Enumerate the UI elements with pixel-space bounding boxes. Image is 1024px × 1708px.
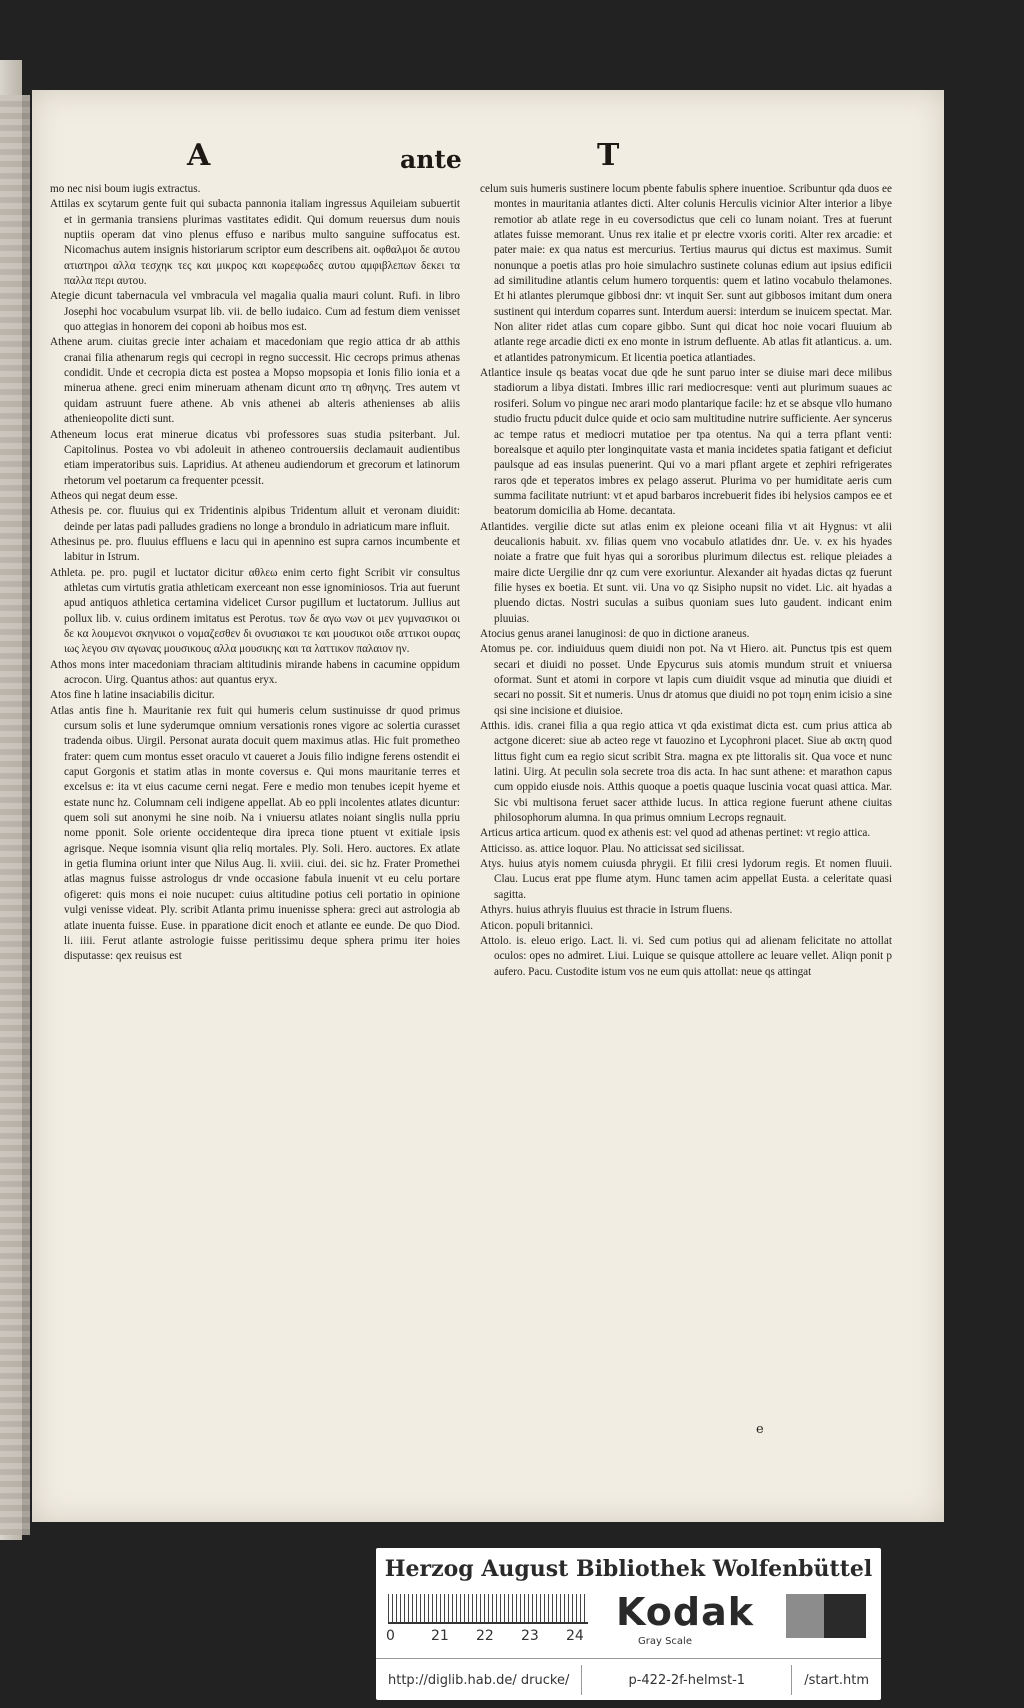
entry: Atocius genus aranei lanuginosi: de quo in dictione araneus. [480,627,750,640]
kodak-logo: Kodak [616,1590,754,1634]
entry: Articus artica articum. quod ex athenis est: vel quod ad athenas pertinet: vt regio attica. [480,827,871,840]
entry: Athesinus pe. pro. fluuius effluens e lacu qui in apennino est supra carnos incumbente et labitur in Istrum. [50,535,460,564]
entry: Atthis. idis. cranei filia a qua regio attica vt qda existimat dicta est. cum prius attica ab actgone diceret: siue ab acteo rege vt fauozino et Lycophroni placet. Siue ab ακτη quod littus fight cum ea regio sicut scribit Stra. magna ex pte littoralis sit. Qua voce et nunc latini. Uirg. At peculin sola secrete troa dis acta. In hac sunt athene: et marathon capus cum oppido eiusde nois. Atthis quoque a poetis quaque luscinia vocat quasi attica. Mar. Sic vbi multisona feruet sacer atthide lucus. In attica regione fuerunt athene ciuitas philosophorum alumna. In qua primus omnium Lecrops regnauit. [480,720,892,825]
ruler-number: 22 [476,1628,494,1644]
entry: Atos fine h latine insaciabilis dicitur. [50,689,215,702]
entry: Atlas antis fine h. Mauritanie rex fuit qui humeris celum sustinuisse dr quod primus cursum solis et lune syderumque omnium versationis rones vigore ac solertia curasset tradenda oibus. Uirgil. Personat aurata docuit quem maximus atlas. Hic fuit prometheo frater: quem cum montus esset oraculo vt caueret a Jouis filio indigne ferens ostendit ei caput Gorgonis et statim atlas in monte coversus e. Qui mons mauritanie terres et excelsus e: ita vt eius cacume cerni negat. Fere e medio mon tenubes icepit hyeme et estate nunc hz. Columnam celi indigene appellat. Ab eo ppli incolentes atlates dicuntur: quem soli sut anonymi he sine noib. Na i vniuersu atlates noiant singlis nulla ppriu nome pponit. Sole oriente occidenteque dira ipreca tione ptuent vt exitiale ipsis agrisque. Neque isomnia visunt qlia reliq mortales. Ply. Soli. Hero. auctores. Ex atlate in getia flumina oriunt inter que Nilus Aug. li. xviii. ciui. dei. sic hz. Frater Promethei atlas magnus fuisse astrologus dr vnde occasione fabula inuenit vt eu celu portare ofigeret: quis mons ei noie nucupet: cuius altitudine potius celi portatio in opinione vulgi venisse videat. Ply. scribit Atlanta primu inuenisse sphera: greci aut astrologia ab atlate inuenta fuisse. Euse. in pparatione dicit enoch et atlante ee eunde. De quo Diod. li. iiii. Ferut atlante astrologie fuisse peritissimu deque sphera primu iter hoies disputasse: qex reuisus est [50,704,460,963]
document-id: p-422-2f-helmst-1 [628,1672,746,1688]
scanned-page [32,90,944,1522]
entry: Athesis pe. cor. fluuius qui ex Tridentinis alpibus Tridentum alluit et veronam diuidit: deinde per latas padi palludes gradiens no longe a brondulo in adriaticum mare influit. [50,505,460,533]
start-link[interactable]: /start.htm [804,1672,869,1688]
source-url[interactable]: http://diglib.hab.de/ drucke/ [388,1672,570,1688]
ruler-number: 0 [386,1628,395,1644]
entry: Athos mons inter macedoniam thraciam altitudinis mirande habens in cacumine oppidum acrocon. Uirg. Quantus athos: aut quantus eryx. [50,658,460,686]
library-name: Herzog August Bibliothek Wolfenbüttel [384,1556,873,1582]
entry: Aticon. populi britannici. [480,919,594,932]
library-color-card [376,1548,881,1700]
entry: Atomus pe. cor. indiuiduus quem diuidi non pot. Na vt Hiero. ait. Punctus tpis est quem secari et diuidi no posset. Unde Epycurus suis atomis mundum struit et vniuersa oformat. Sunt et atomi in corpore vt lapis cum diuidit vsque ad minutia que diuidi et secari no possit. Sit et numeris. Unus dr atomus que diuidi no pot τομη enim icisio a sine qsi sine incisione et diuisioe. [480,643,892,717]
ruler-number: 23 [521,1628,539,1644]
entry: Atlantice insule qs beatas vocat due qde he sunt paruo inter se diuise mari dece milibus stadiorum a libya distati. Imbres illic rari mediocresque: venti aut plurimum suaues ac rosiferi. Solum vo pingue nec arari modo plantarique facile: hz et se absque vllo humano studio fructu pducit dulce quide et ocio sam multitudine nutrire sufficiente. Aer syncerus ac tempe ratus et mediocri mutatioe per tpa otentus. Na qui a terra pflant venti: borealsque et aquilo pter longinquitate vasta et mania incidetes spatia fatigant et deficiut paulsque ad eas insulas puenerint. Qui vo a mari pflant argete et zephiri refrigerates raros qde et teperatos imbres ex pelago asserut. Plurima vo per humiditate aeris cum summa facilitate nutriunt: vt et apud barbaros increbuerit fides ibi helysios campos ee et beatorum domicilia ab Home. decantata. [480,367,892,518]
entry: Athene arum. ciuitas grecie inter achaiam et macedoniam que regio attica dr ab atthis cranai filia athenarum regis qui cecropi in regno successit. Hic cecrops primus athenas condidit. Unde et cecropia dicta est postea a Mopso mopsopia et Ionis filio ionia et a minerua athene. greci enim mineruam athenam dicunt απο τη αθηνης. Tres autem vt quidam astruunt fuere athene. Ab vnis athenei ab alteris athenienses ab aliis athenieopolite dicti sunt. [50,336,460,426]
entry: Atticisso. as. attice loquor. Plau. No atticissat sed sicilissat. [480,842,745,855]
text-column-left [50,182,460,1362]
signature-mark: e [756,1422,764,1437]
page-header-title: ante [400,145,462,174]
black-swatch [824,1594,866,1638]
page-header-right-letter: T [597,138,620,173]
ruler-number: 24 [566,1628,584,1644]
adjacent-page-margin [0,95,30,1535]
entry: Athleta. pe. pro. pugil et luctator dicitur αθλεω enim certo fight Scribit vir consultus athletas cum virtutis gratia athleticam exerceant non esse ignominiosos. Tria aut fuerunt apud antiquos athletica certamina videlicet Cursor pugillum et luctatorum. Jullius aut pollux lib. v. cuius ordinem imitatus est Perotus. των δε αγω νων οι μεν γυμνασικοι οι δε κα λουμενοι σκηνικοι ο νομαζεσθεν δι ονυσιακοι τε και μουσικοι οιδε αττικοι ουρας ιως λεγου σιν αγωνας μουσικους αλλα μουσικης και τα λαττικον παλαιον ην. [50,566,460,656]
entry: mo nec nisi boum iugis extractus. [50,183,201,195]
entry: Atlantides. vergilie dicte sut atlas enim ex pleione oceani filia vt ait Hygnus: vt alii deucalionis habuit. xv. filias quem vno vocabulo atlatides dnr. Ue. v. ex his hyades noiate a fratre que fuit hyas qui a sororibus plurimum dilectus est. relique pleiades a maire dicte Uergilie dnr qz cum vere exoriuntur. Alexander ait hyadas dictas qz fuerunt filie hyses ex boetia. Et sunt. vii. Una vo qz Sisipho nupsit no videt. Lic. ait hyadas a pluendo dictas. Nostri suculas a suibus quoniam sues luto gaudent. indicant enim pluuias. [480,520,892,625]
entry: Atheos qui negat deum esse. [50,489,178,502]
text-column-right [480,182,892,1362]
entry: Athyrs. huius athryis fluuius est thracie in Istrum fluens. [480,904,733,917]
card-footer [376,1658,881,1701]
entry: Attolo. is. eleuo erigo. Lact. li. vi. Sed cum potius qui ad alienam felicitate no attollat oculos: opes no admiret. Liui. Luique se quisque attollere ac leuare vellet. Aliqn ponit p aufero. Pacu. Custodite istum vos ne eum quis attollat: neue qs attingat [480,934,892,978]
entry: Atheneum locus erat minerue dicatus vbi professores suas studia psiterbant. Jul. Capitolinus. Postea vo vbi adoleuit in atheneo controuersiis declamauit audientibus etiam imperatoribus suis. Lapridius. At atheneu audiendorum et grecorum et latinorum rhetorum vel poetarum ca frequenter pcessit. [50,428,460,487]
gray-scale-label: Gray Scale [638,1636,692,1647]
entry: Atys. huius atyis nomem cuiusda phrygii. Et filii cresi lydorum regis. Et nomen fluuii. Clau. Lucus erat ppe flume atym. Hunc tamen acim appellat Eusta. a celeritate quasi sagitta. [480,858,892,901]
ruler-numbers [386,1628,596,1644]
gray-swatch [786,1594,824,1638]
entry: Ategie dicunt tabernacula vel vmbracula vel magalia qualia mauri colunt. Rufi. in libro Josephi hoc vocabulum vsurpat lib. vii. de bello iudaico. Cum ad festum diem venisset quo attegias in honorem dei coponi ab hoibus mos est. [50,290,460,334]
page-header-left-letter: A [187,138,211,173]
ruler-number: 21 [431,1628,449,1644]
entry: Attilas ex scytarum gente fuit qui subacta pannonia italiam ingressus Aquileiam subuertit et in germania transiens plurimas vastitates edidit. Qui domum reuersus dum nouis nuptiis operam dat vino plenus effuso e naribus multo sanguine suffocatus est. Nicomachus autem insignis historiarum scriptor eum describens ait. οφθαλμοι δε αυτου ατιατηροι αλλα τεσχηκ τες και μικρος και κωρεφωδες αυτου αμφιβλεπων δεκει τα παλλα περι αυτου. [50,198,460,288]
entry: celum suis humeris sustinere locum pbente fabulis sphere inuentioe. Scribuntur qda duos ee montes in mauritania atlantes dicti. Alter colunis Herculis vicinior Alter interior a libye remotior ab atlate rege in eu coversodictus que celi co lunam noiant. Tres at fuerunt atlates fuisse memorant. Unus rex italie et pr electre vxoris coriti. Alter rex arcadie: et pater maie: ex qua natus est mercurius. Tertius maurus qui dictus est maximus. Sumit nonunque a poetis atlas pro hoie simulachro sustinete colunas edium aut ipsius edificii ad similitudine atlantis celum humero torquentis: quem et latino vocabulo thelamones. Et hi atlantes plerumque gibbosi dnr: vt inquit Ser. sunt aut gibbosos imitant dum onera sustinent qui interdum coparres sunt. Interdum auersi: interdum se inuicem spectat. Mar. Non aliter ridet atlas cum copare gibbo. Sunt qui dicat hoc noie vocari fluuium ab atlante rege arcadie dicti ex eno monte in istrum defluente. Ab atlas fit atlanticus. a. um. et atlantides patronymicum. Et licentia poetica atlantiades. [480,183,892,364]
scale-ruler [388,1594,588,1624]
